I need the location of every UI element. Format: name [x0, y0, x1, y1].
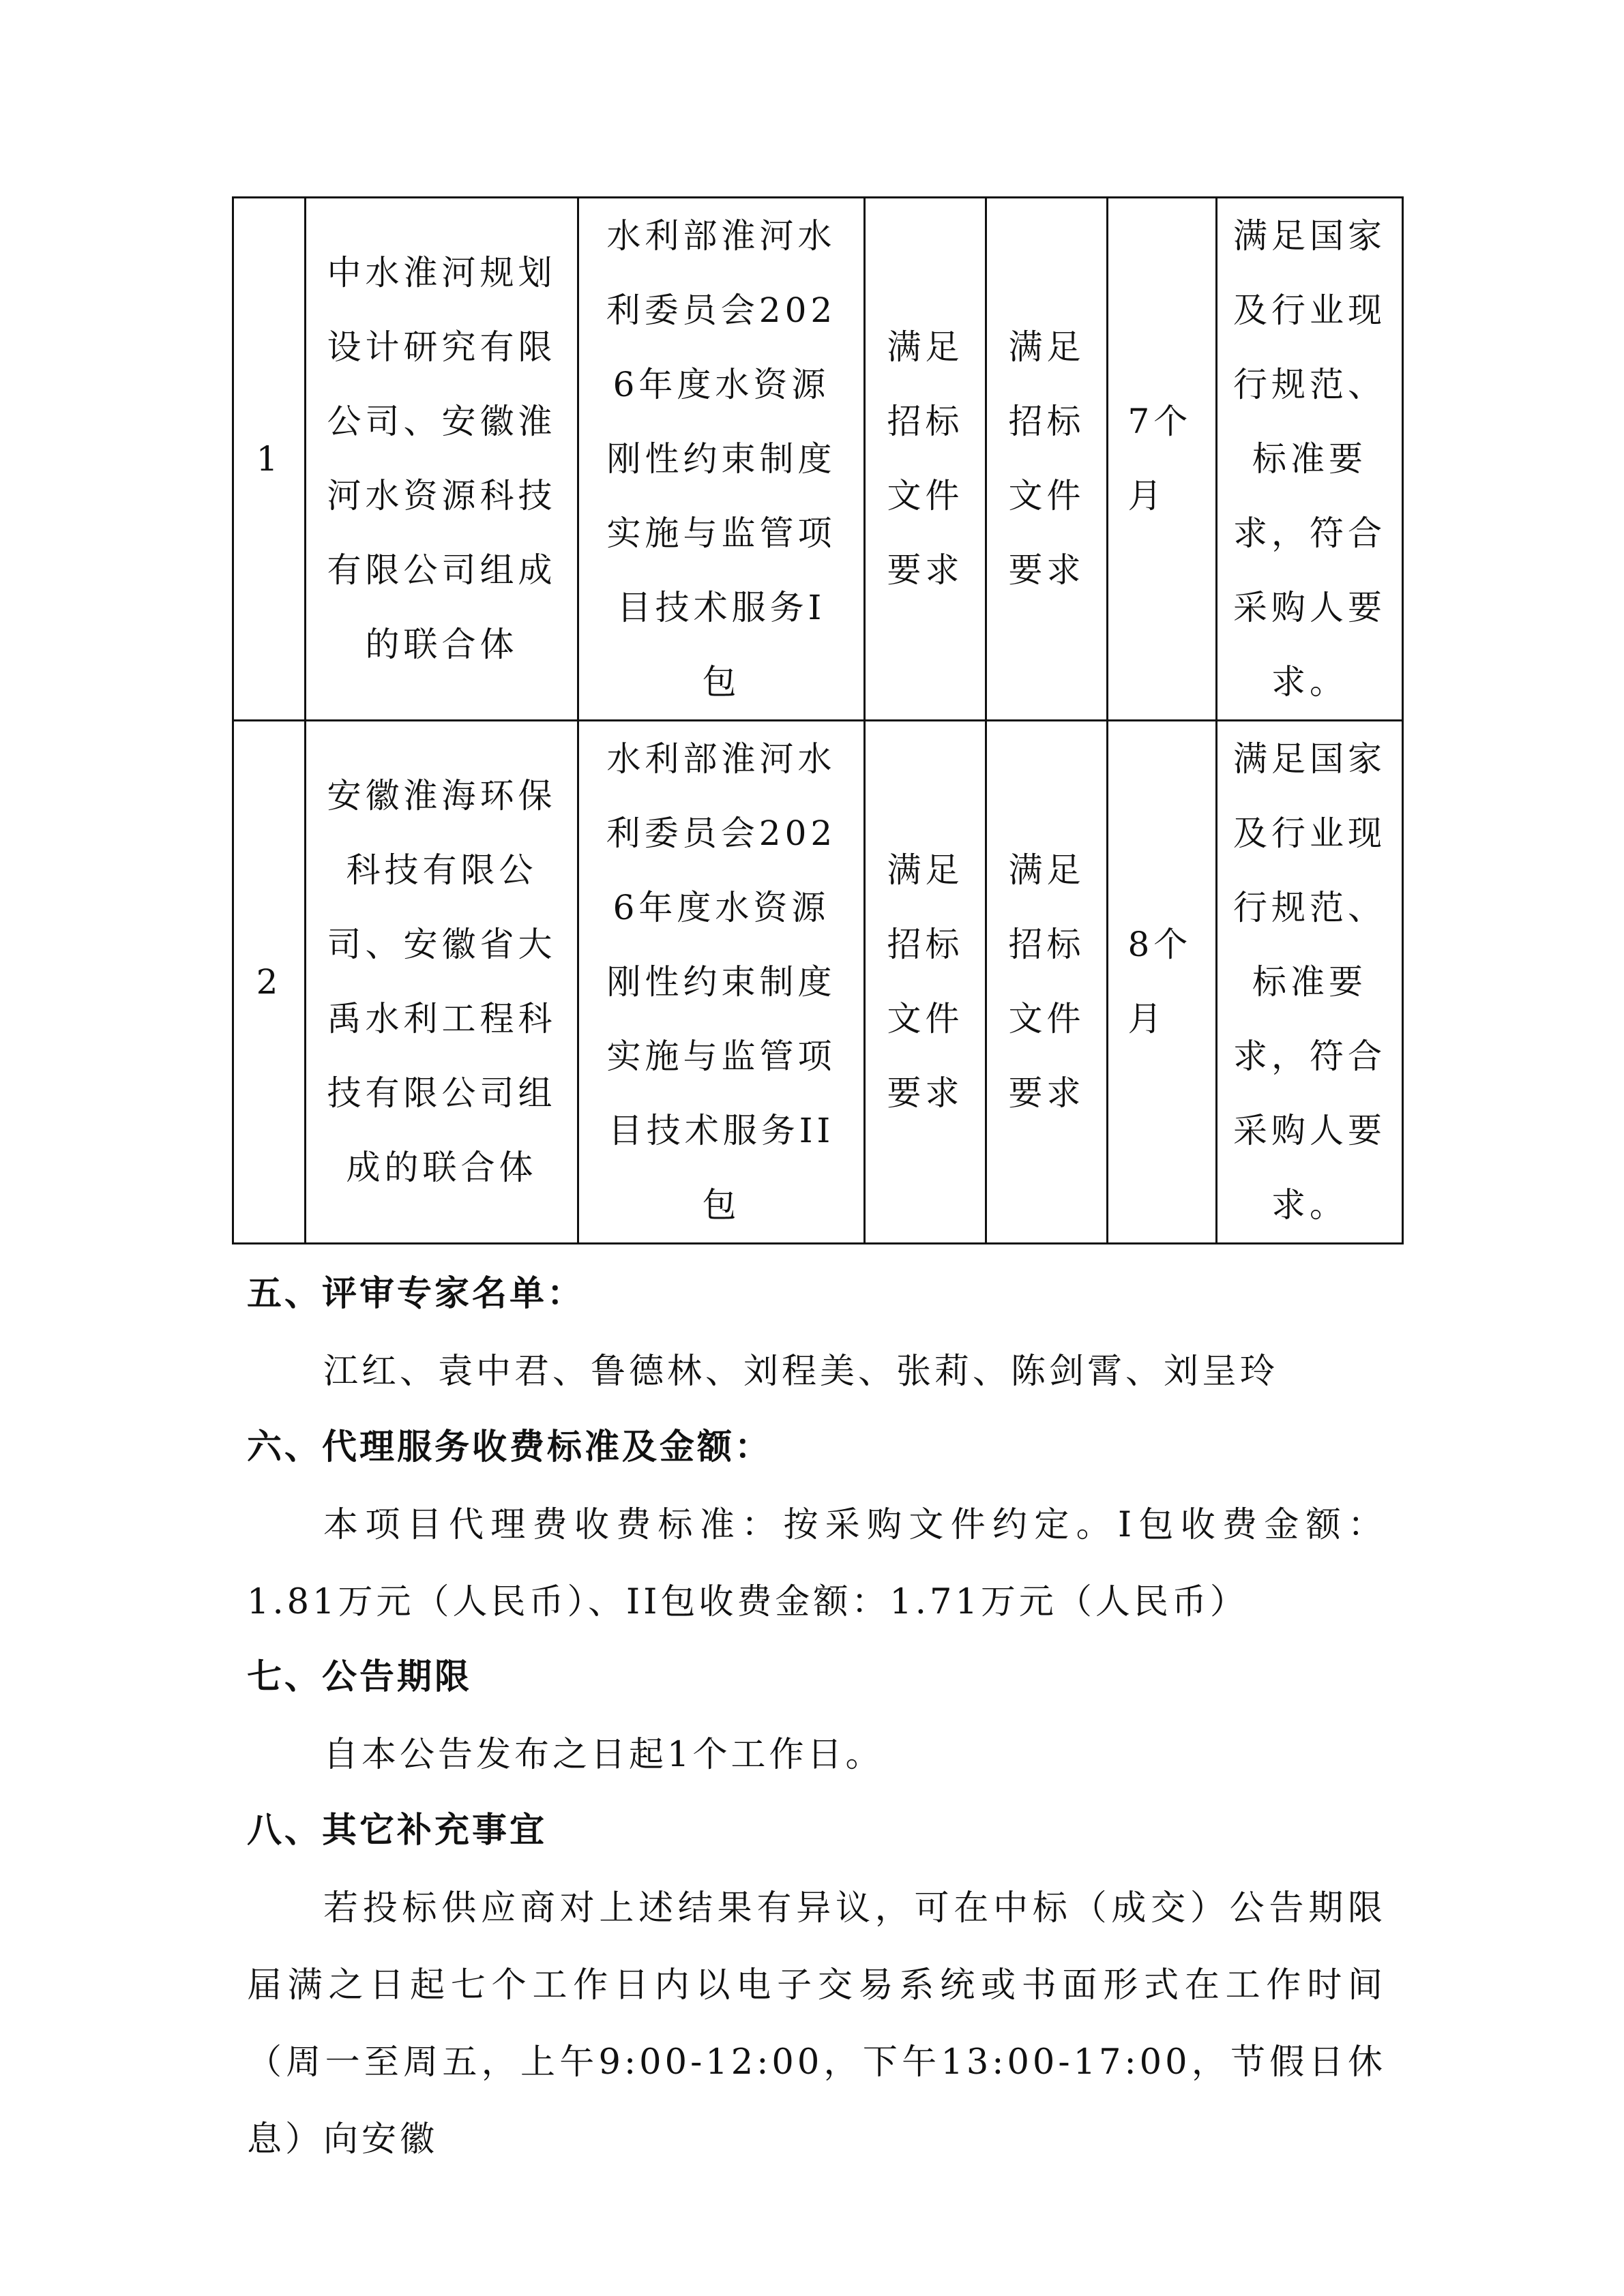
requirement-cell: 满足招标文件要求 — [986, 721, 1108, 1244]
period-paragraph: 自本公告发布之日起1个工作日。 — [323, 1735, 884, 1775]
supplier-name: 中水淮河规划设计研究有限公司、安徽淮河水资源科技有限公司组成的联合体 — [306, 198, 578, 721]
section-heading-period: 七、公告期限 — [247, 1657, 473, 1697]
section-heading-experts: 五、评审专家名单： — [247, 1274, 585, 1314]
supplier-name: 安徽淮海环保科技有限公司、安徽省大禹水利工程科技有限公司组成的联合体 — [306, 721, 578, 1244]
table-row — [233, 198, 1403, 721]
evaluation-cell: 满足国家及行业现行规范、标准要求，符合采购人要求。 — [1217, 721, 1403, 1244]
requirement-cell: 满足招标文件要求 — [865, 198, 986, 721]
row-number: 1 — [233, 198, 306, 721]
service-period: 7个月 — [1108, 198, 1217, 721]
project-name: 水利部淮河水利委员会2026年度水资源刚性约束制度实施与监管项目技术服务Ⅰ包 — [578, 198, 865, 721]
other-paragraph: 若投标供应商对上述结果有异议，可在中标（成交）公告期限届满之日起七个工作日内以电子交易系统或书面形式在工作时间（周一至周五，上午9:00-12:00，下午13:00-17:00，节假日休息）向安徽 — [247, 1888, 1386, 2160]
service-period: 8个月 — [1108, 721, 1217, 1244]
section-heading-other: 八、其它补充事宜 — [247, 1810, 548, 1851]
evaluation-cell: 满足国家及行业现行规范、标准要求，符合采购人要求。 — [1217, 198, 1403, 721]
section-heading-fees: 六、代理服务收费标准及金额： — [247, 1427, 773, 1467]
result-table — [232, 196, 1404, 1244]
experts-list: 江红、袁中君、鲁德林、刘程美、张莉、陈剑霄、刘呈玲 — [323, 1352, 1279, 1392]
row-number: 2 — [233, 721, 306, 1244]
fees-paragraph: 本项目代理费收费标准：按采购文件约定。Ⅰ包收费金额：1.81万元（人民币）、II包收费金额：1.71万元（人民币） — [247, 1505, 1386, 1622]
requirement-cell: 满足招标文件要求 — [865, 721, 986, 1244]
table-row — [233, 721, 1403, 1244]
requirement-cell: 满足招标文件要求 — [986, 198, 1108, 721]
project-name: 水利部淮河水利委员会2026年度水资源刚性约束制度实施与监管项目技术服务II包 — [578, 721, 865, 1244]
